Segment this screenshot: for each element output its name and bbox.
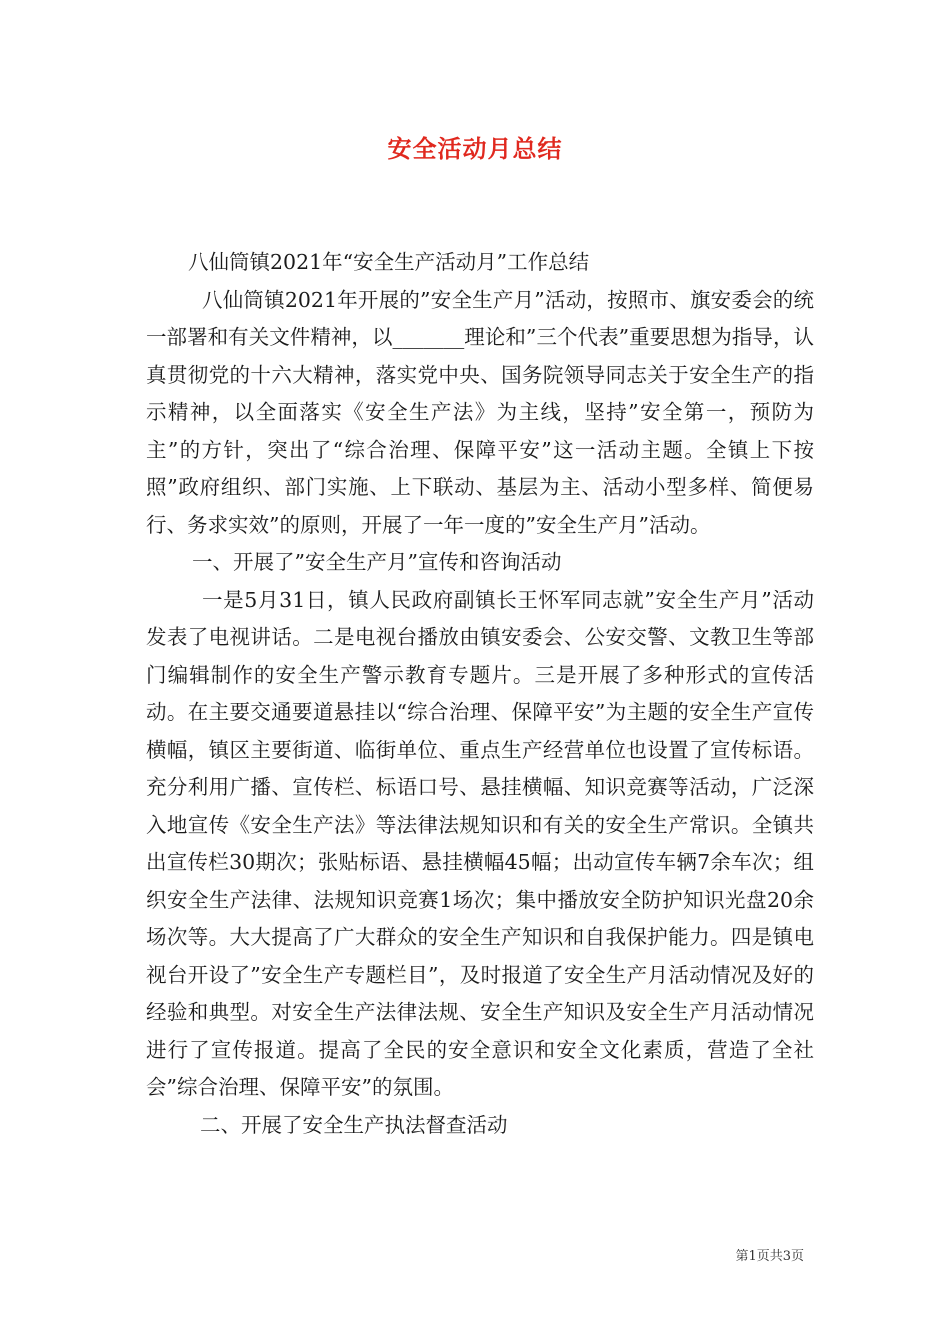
document-subtitle: 八仙筒镇2021年“安全生产活动月”工作总结 [188,250,590,274]
document-title: 安全活动月总结 [387,134,563,163]
section-heading-1: 一、开展了”安全生产月”宣传和咨询活动 [192,550,562,574]
section-1-paragraph: 一是5月31日，镇人民政府副镇长王怀军同志就”安全生产月”活动发表了电视讲话。二是电视台播放由镇安委会、公安交警、文教卫生等部门编辑制作的安全生产警示教育专题片。三是开展了多种形式的宣传活动。在主要交通要道悬挂以“综合治理、保障平安”为主题的安全生产宣传横幅，镇区主要街道、临街单位、重点生产经营单位也设置了宣传标语。充分利用广播、宣传栏、标语口号、悬挂横幅、知识竞赛等活动，广泛深入地宣传《安全生产法》等法律法规知识和有关的安全生产常识。全镇共出宣传栏30期次；张贴标语、悬挂横幅45幅；出动宣传车辆7余车次；组织安全生产法律、法规知识竞赛1场次；集中播放安全防护知识光盘20余场次等。大大提高了广大群众的安全生产知识和自我保护能力。四是镇电视台开设了”安全生产专题栏目”，及时报道了安全生产月活动情况及好的经验和典型。对安全生产法律法规、安全生产知识及安全生产月活动情况进行了宣传报道。提高了全民的安全意识和安全文化素质，营造了全社会”综合治理、保障平安”的氛围。 [146,587,814,1099]
section-heading-2: 二、开展了安全生产执法督查活动 [200,1112,508,1137]
document-body [146,244,814,1144]
intro-paragraph: 八仙筒镇2021年开展的”安全生产月”活动，按照市、旗安委会的统一部署和有关文件精神，以_______理论和”三个代表”重要思想为指导，认真贯彻党的十六大精神，落实党中央、国务院领导同志关于安全生产的指示精神，以全面落实《安全生产法》为主线，坚持”安全第一，预防为主”的方针，突出了“综合治理、保障平安”这一活动主题。全镇上下按照”政府组织、部门实施、上下联动、基层为主、活动小型多样、简便易行、务求实效”的原则，开展了一年一度的”安全生产月”活动。 [146,287,814,537]
page-indicator: 第1页共3页 [735,1249,804,1264]
